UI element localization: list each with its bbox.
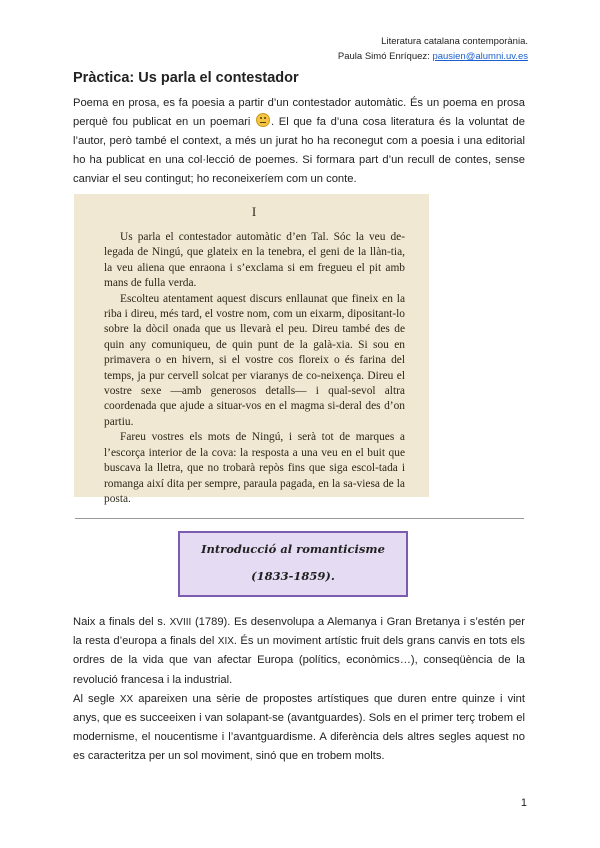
- body-text: . És un moviment artístic fruit dels grans canvis en tots els ordres de la vida que van afectar Europa (polítics, econòmics…), conseqüència de la revolució francesa i la industrial.: [73, 635, 525, 686]
- romanticism-heading-box: [178, 531, 408, 597]
- section-divider: [75, 518, 524, 519]
- author-email-link[interactable]: pausien@alumni.uv.es: [432, 51, 528, 62]
- romanticism-body: [73, 613, 525, 767]
- intro-paragraph: [73, 94, 525, 189]
- century-numeral: XVIII: [169, 617, 192, 628]
- poem-paragraph: Us parla el contestador automàtic d’en Tal. Sóc la veu de-legada de Ningú, que glateix en la tenebra, el geni de la llàn-tia, la veu aliena que enraona i s’exclama si em fregueu el pit amb mans de fulla verda.: [104, 231, 405, 290]
- romanticism-dates: (1833-1859).: [251, 569, 335, 583]
- body-text: Naix a finals del s.: [73, 616, 170, 628]
- body-text: (1789). Es desenvolupa a Alemanya i Gran Bretanya i s’estén per la resta d’europa a finals del: [73, 616, 525, 648]
- practice-title: Pràctica: Us parla el contestador: [73, 70, 299, 86]
- author-line: [338, 49, 528, 64]
- century-numeral: XX: [119, 693, 134, 705]
- neutral-face-emoji-icon: [256, 113, 270, 127]
- intro-text-part1: Poema en prosa, es fa poesia a partir d’un contestador automàtic. És un poema en prosa perquè fou publicat en un poemari: [73, 97, 525, 128]
- body-text: Al segle: [73, 692, 120, 705]
- body-paragraph-2: [73, 690, 525, 767]
- poem-paragraph: Escolteu atentament aquest discurs enllaunat que fineix en la riba i direu, més tard, el vostre nom, com un eixarm, dipositant-lo sobre la dòcil onada que us llevarà el peu. Direu també des de quin any comuniqueu, de quin punt de la galà-xia. Si sou en primavera o en hivern, si el vostre cos floreix o és farina del temps, ja pur cervell solcat per viaranys de co-neixença. Direu el vostre sexe —amb generosos detalls— i qual-sevol altra coordenada que ajude a situar-vos en el magma si-deral des d’on partiu.: [104, 292, 405, 428]
- page-number: 1: [520, 797, 527, 809]
- intro-text-part2: . El que fa d’una cosa literatura és la voluntat de l’autor, però també el context, a més un jurat ho ha reconegut com a poesia i una editorial ho ha publicat en una col·lecció de poemes. Si formara part d’un recull de contes, sense canviar el seu contingut; ho reconeixeríem com un conte.: [73, 116, 525, 185]
- poem-numeral: I: [251, 204, 258, 219]
- page-header: [338, 34, 528, 64]
- author-name: Paula Simó Enríquez:: [337, 51, 433, 62]
- body-text: apareixen una sèrie de propostes artístiques que duren entre quinze i vint anys, que es succeeixen i van solapant-se (avantguardes). Sols en el primer terç trobem el modernisme, el noucentisme i l’avantguardisme. A diferència dels altres segles aquest no es caracteritza per un sol moviment, sinó que en trobem molts.: [73, 692, 525, 763]
- poem-paragraph: Fareu vostres els mots de Ningú, i serà tot de marques a l’escorça interior de la cova: la resposta a una veu en el buit que buscava la lletra, que no trobarà repòs fins que siga escol-tada i romanga així dita per sempre, paraula pagada, en la sa-viesa de la posta.: [104, 431, 405, 505]
- body-paragraph-1: [73, 613, 525, 690]
- course-name: Literatura catalana contemporània.: [381, 36, 528, 47]
- romanticism-heading: Introducció al romanticisme: [201, 542, 385, 556]
- century-numeral: XIX: [217, 636, 234, 648]
- poem-scan-image: [74, 194, 429, 505]
